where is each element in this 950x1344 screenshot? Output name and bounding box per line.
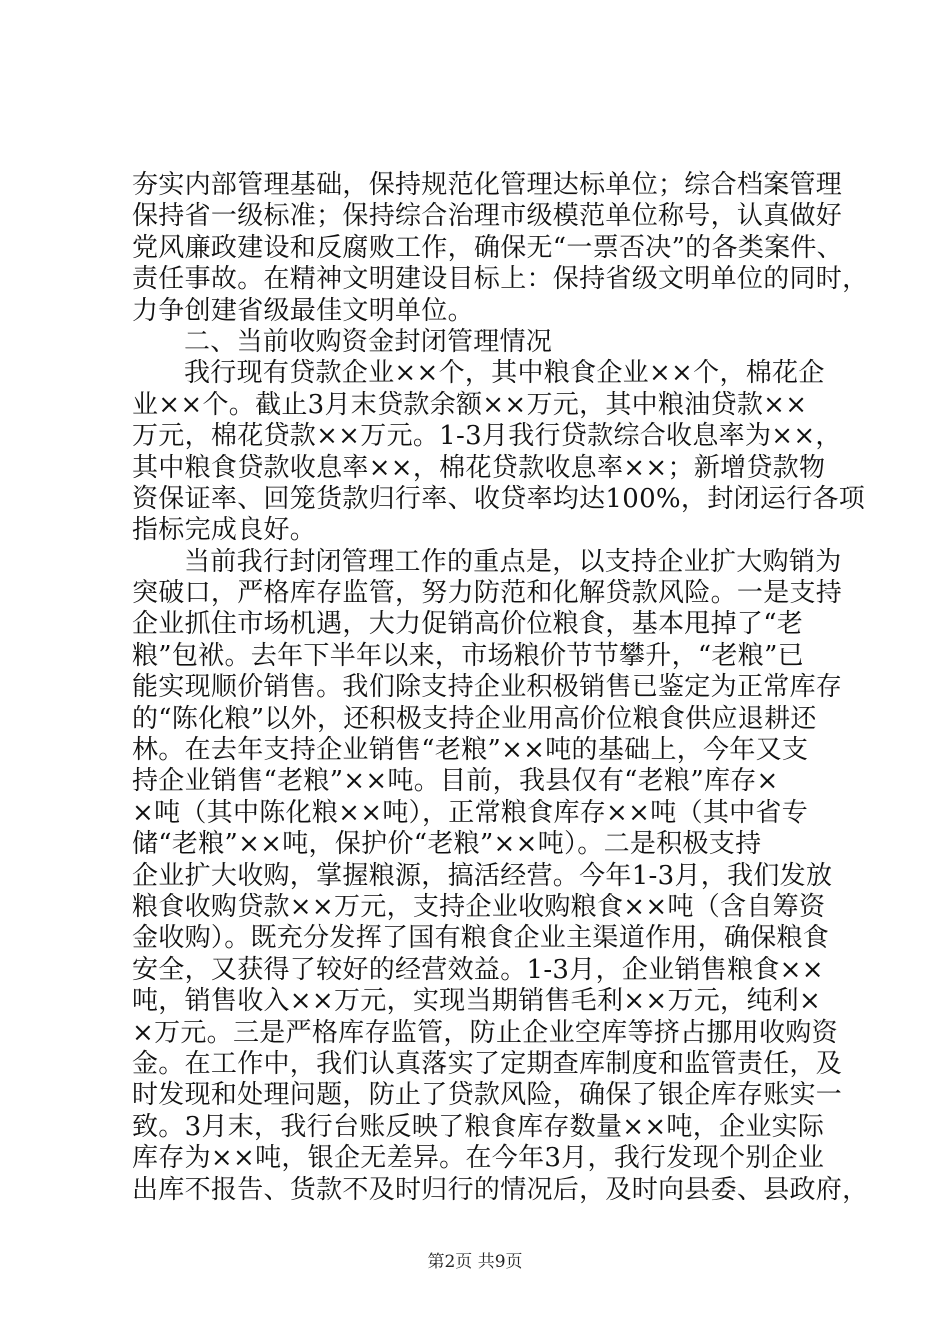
text-line: 时发现和处理问题，防止了贷款风险，确保了银企库存账实一 xyxy=(132,1080,843,1111)
text-line: 库存为××吨，银企无差异。在今年3月，我行发现个别企业 xyxy=(132,1143,825,1174)
text-line: 保持省一级标准；保持综合治理市级模范单位称号，认真做好 xyxy=(132,201,843,232)
document-body xyxy=(132,170,869,1206)
text-line: 二、当前收购资金封闭管理情况 xyxy=(184,326,553,357)
text-line: 突破口，严格库存监管，努力防范和化解贷款风险。一是支持 xyxy=(132,578,843,609)
text-line: 粮食收购贷款××万元，支持企业收购粮食××吨（含自筹资 xyxy=(132,891,826,922)
text-line: 责任事故。在精神文明建设目标上：保持省级文明单位的同时， xyxy=(132,264,869,295)
text-line: 当前我行封闭管理工作的重点是，以支持企业扩大购销为 xyxy=(184,546,842,577)
text-line: 能实现顺价销售。我们除支持企业积极销售已鉴定为正常库存 xyxy=(132,672,843,703)
text-line: 党风廉政建设和反腐败工作，确保无“一票否决”的各类案件、 xyxy=(132,232,843,263)
text-line: 企业扩大收购，掌握粮源，搞活经营。今年1-3月，我们发放 xyxy=(132,860,833,891)
text-line: ×万元。三是严格库存监管，防止企业空库等挤占挪用收购资 xyxy=(132,1017,838,1048)
text-line: 安全，又获得了较好的经营效益。1-3月，企业销售粮食×× xyxy=(132,954,824,985)
text-line: 持企业销售“老粮”××吨。目前，我县仅有“老粮”库存× xyxy=(132,766,779,797)
text-line: 金收购）。既充分发挥了国有粮食企业主渠道作用，确保粮食 xyxy=(132,923,830,954)
text-line: ×吨（其中陈化粮××吨），正常粮食库存××吨（其中省专 xyxy=(132,797,809,828)
text-line: 我行现有贷款企业××个，其中粮食企业××个，棉花企 xyxy=(184,358,825,389)
text-line: 储“老粮”××吨，保护价“老粮”××吨）。二是积极支持 xyxy=(132,829,762,860)
text-line: 力争创建省级最佳文明单位。 xyxy=(132,295,474,326)
text-line: 指标完成良好。 xyxy=(132,515,317,546)
text-line: 资保证率、回笼货款归行率、收贷率均达100%，封闭运行各项 xyxy=(132,483,866,514)
text-line: 其中粮食贷款收息率××，棉花贷款收息率××；新增贷款物 xyxy=(132,452,826,483)
text-line: 业××个。截止3月末贷款余额××万元，其中粮油贷款×× xyxy=(132,389,808,420)
text-line: 万元，棉花贷款××万元。1-3月我行贷款综合收息率为××， xyxy=(132,421,842,452)
text-line: 金。在工作中，我们认真落实了定期查库制度和监管责任，及 xyxy=(132,1048,843,1079)
page-footer: 第2页 共9页 xyxy=(427,1252,523,1272)
text-line: 粮”包袱。去年下半年以来，市场粮价节节攀升，“老粮”已 xyxy=(132,640,804,671)
text-line: 出库不报告、货款不及时归行的情况后，及时向县委、县政府， xyxy=(132,1174,869,1205)
text-line: 林。在去年支持企业销售“老粮”××吨的基础上，今年又支 xyxy=(132,735,809,766)
text-line: 的“陈化粮”以外，还积极支持企业用高价位粮食供应退耕还 xyxy=(132,703,817,734)
text-line: 吨，销售收入××万元，实现当期销售毛利××万元，纯利× xyxy=(132,986,822,1017)
text-line: 企业抓住市场机遇，大力促销高价位粮食，基本甩掉了“老 xyxy=(132,609,804,640)
text-line: 夯实内部管理基础，保持规范化管理达标单位；综合档案管理 xyxy=(132,170,843,200)
text-line: 致。3月末，我行台账反映了粮食库存数量××吨，企业实际 xyxy=(132,1111,825,1142)
